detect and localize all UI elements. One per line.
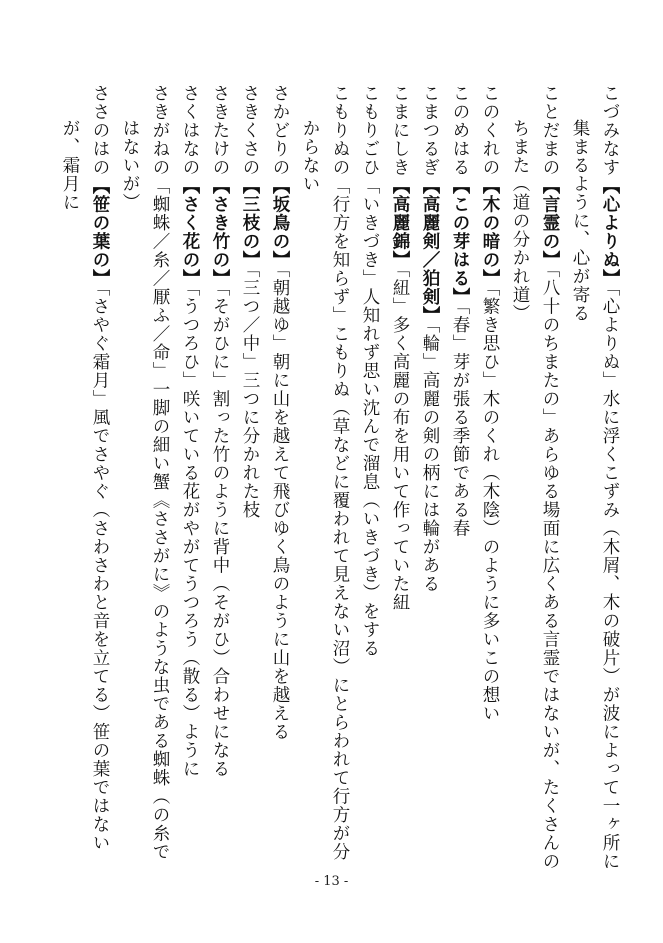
page-number: - 13 - xyxy=(314,874,349,889)
dictionary-entry xyxy=(355,84,385,874)
dictionary-entry xyxy=(235,84,265,874)
entry-term: 【木の暗の】 xyxy=(480,176,500,288)
entry-definition: 「春」芽が張る季節である春 xyxy=(450,306,470,538)
dictionary-entry xyxy=(265,84,295,874)
dictionary-entry xyxy=(385,84,415,874)
entry-head: こまにしき xyxy=(390,84,410,177)
entry-definition: 「輪」高麗の剣の柄には輪がある xyxy=(420,324,440,594)
entry-head: ことだまの xyxy=(540,84,560,177)
entry-head: こもりぬの xyxy=(330,84,350,177)
entry-definition: 「三つ／中」三つに分かれた枝 xyxy=(240,269,260,520)
dictionary-entry xyxy=(295,84,355,874)
entry-head: さきたけの xyxy=(210,84,230,177)
dictionary-entry xyxy=(475,84,505,874)
entry-head: さきがねの xyxy=(150,84,170,177)
entry-definition: 「そがひに」割った竹のように背中（そがひ）合わせになる xyxy=(210,287,230,779)
entry-definition: 「心よりぬ」水に浮くこずみ（木屑、木の破片）が波によって一ヶ所に集まるように、心が寄る xyxy=(570,119,620,871)
entry-term: 【三枝の】 xyxy=(240,176,260,269)
entry-definition: 「行方を知らず」こもりぬ（草などに覆われて見えない沼）にとらわれて行方が分からない xyxy=(300,119,350,861)
entry-definition: 「いきづき」人知れず思い沈んで溜息（いきづき）をする xyxy=(360,176,380,658)
dictionary-entry xyxy=(175,84,205,874)
dictionary-entry xyxy=(205,84,235,874)
dictionary-text xyxy=(25,84,625,874)
entry-head: こもりごひ xyxy=(360,84,380,177)
entry-term: 【高麗剣／狛剣】 xyxy=(420,176,440,325)
dictionary-entry xyxy=(505,84,565,874)
entry-definition: 「蜘蛛／糸／厭ふ／命」一脚の細い蟹《ささがに》のような虫である蜘蛛（の糸ではないが） xyxy=(120,119,170,861)
entry-head: さかどりの xyxy=(270,84,290,177)
entry-head: このくれの xyxy=(480,84,500,177)
entry-term: 【心よりぬ】 xyxy=(600,176,620,288)
entry-definition: 「うつろひ」咲いている花がやがてうつろう（散る）ように xyxy=(180,287,200,779)
entry-definition: 「朝越ゆ」朝に山を越えて飛びゆく鳥のように山を越える xyxy=(270,269,290,742)
entry-term: 【言霊の】 xyxy=(540,176,560,269)
entry-term: 【笹の葉の】 xyxy=(90,176,110,288)
entry-term: 【高麗錦】 xyxy=(390,176,410,269)
entry-definition: 「さやぐ霜月」風でさやぐ（さわさわと音を立てる）笹の葉ではないが、霜月に xyxy=(60,119,110,853)
entry-definition: 「八十のちまたの」あらゆる場面に広くある言霊ではないが、たくさんのちまた（道の分かれ道） xyxy=(510,119,560,871)
dictionary-entry xyxy=(55,84,115,874)
entry-term: 【この芽はる】 xyxy=(450,176,470,306)
dictionary-entry xyxy=(115,84,175,874)
entry-term: 【坂鳥の】 xyxy=(270,176,290,269)
entry-term: 【さく花の】 xyxy=(180,176,200,288)
dictionary-entry xyxy=(415,84,445,874)
entry-head: さくはなの xyxy=(180,84,200,177)
entry-head: こづみなす xyxy=(600,84,620,177)
entry-head: こまつるぎ xyxy=(420,84,440,177)
dictionary-entry xyxy=(565,84,625,874)
dictionary-entry xyxy=(445,84,475,874)
entry-definition: 「繁き思ひ」木のくれ（木陰）のように多いこの想い xyxy=(480,287,500,723)
entry-term: 【さき竹の】 xyxy=(210,176,230,288)
entry-definition: 「紐」多く高麗の布を用いて作っていた紐 xyxy=(390,269,410,612)
entry-head: このめはる xyxy=(450,84,470,177)
entry-head: ささのはの xyxy=(90,84,110,177)
entry-head: さきくさの xyxy=(240,84,260,177)
